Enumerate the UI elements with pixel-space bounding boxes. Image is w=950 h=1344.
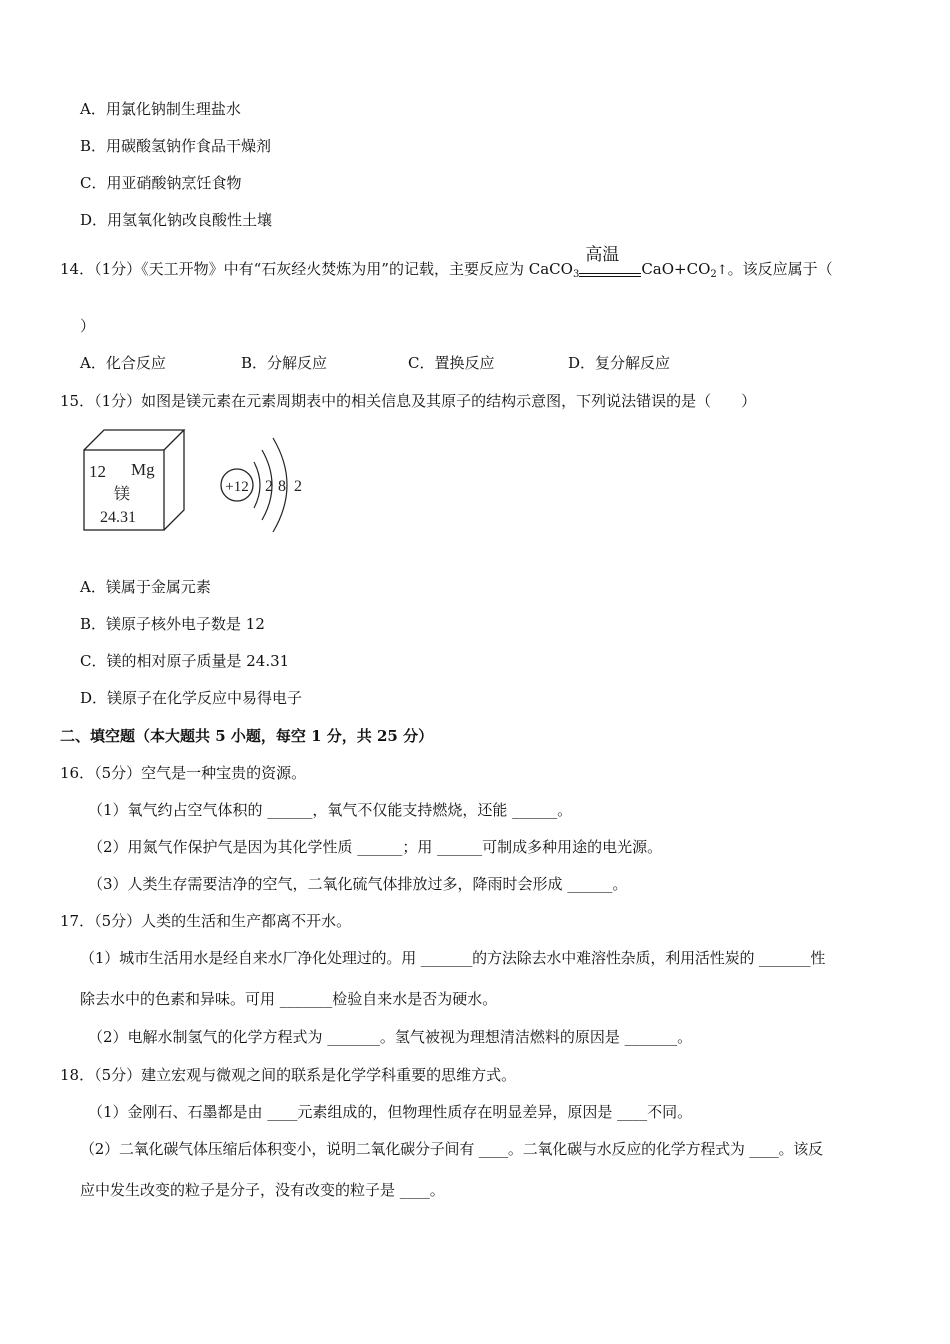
- q14-option-d: D．复分解反应: [568, 354, 671, 372]
- element-symbol: Mg: [131, 460, 155, 479]
- q14-option-a: A．化合反应: [80, 354, 166, 372]
- q17-part-1: （1）城市生活用水是经自来水厂净化处理过的。用 _______的方法除去水中难溶性杂质，利用活性炭的 _______性: [80, 949, 826, 967]
- q15-stem: 15．（1分）如图是镁元素在元素周期表中的相关信息及其原子的结构示意图，下列说法错误的是（ ）: [60, 392, 757, 410]
- q13-option-d: D．用氢氧化钠改良酸性土壤: [80, 211, 273, 229]
- q17-part-1-cont: 除去水中的色素和异味。可用 _______检验自来水是否为硬水。: [80, 990, 498, 1008]
- q17-part-2: （2）电解水制氢气的化学方程式为 _______。氢气被视为理想清洁燃料的原因是 _______。: [88, 1028, 693, 1046]
- q14-stem-prefix: 14．（1分）《天工开物》中有“石灰经火焚炼为用”的记载，主要反应为 CaCO: [60, 260, 573, 278]
- q14-option-b: B．分解反应: [241, 354, 328, 372]
- q14-caco3-subscript: 3: [572, 269, 580, 280]
- q15-option-c: C．镁的相对原子质量是 24.31: [80, 652, 290, 670]
- q13-option-c: C．用亚硝酸钠烹饪食物: [80, 174, 242, 192]
- shell-3-electrons: 2: [294, 478, 302, 495]
- nucleus-charge: +12: [225, 479, 249, 495]
- q13-option-b: B．用碳酸氢钠作食品干燥剂: [80, 137, 272, 155]
- q14-gas-arrow: ↑: [716, 263, 728, 278]
- atomic-mass: 24.31: [100, 509, 136, 526]
- q17-stem: 17．（5分）人类的生活和生产都离不开水。: [60, 912, 352, 930]
- q13-option-a: A．用氯化钠制生理盐水: [80, 100, 241, 118]
- electron-shell-1: [254, 462, 260, 508]
- magnesium-figure: [80, 428, 310, 538]
- q16-part-2: （2）用氮气作保护气是因为其化学性质 ______；用 ______可制成多种用途的电光源。: [88, 838, 663, 856]
- shell-1-electrons: 2: [265, 478, 273, 495]
- q16-part-3: （3）人类生存需要洁净的空气，二氧化硫气体排放过多，降雨时会形成 ______。: [88, 875, 628, 893]
- q14-close-paren: ）: [80, 317, 96, 335]
- q15-option-b: B．镁原子核外电子数是 12: [80, 615, 265, 633]
- shell-2-electrons: 8: [278, 478, 286, 495]
- q16-stem: 16．（5分）空气是一种宝贵的资源。: [60, 764, 307, 782]
- q14-stem-suffix: 。该反应属于（: [727, 260, 833, 278]
- q14-co2-subscript: 2: [710, 269, 717, 280]
- section-heading: 二、填空题（本大题共 5 小题，每空 1 分，共 25 分）: [60, 727, 434, 745]
- atomic-number: 12: [89, 462, 106, 481]
- q14-stem: [60, 245, 833, 285]
- q14-reaction-condition: [579, 245, 641, 285]
- q18-part-2-cont: 应中发生改变的粒子是分子，没有改变的粒子是 ____。: [80, 1181, 445, 1199]
- q15-option-d: D．镁原子在化学反应中易得电子: [80, 689, 303, 707]
- q18-part-1: （1）金刚石、石墨都是由 ____元素组成的，但物理性质存在明显差异，原因是 ____不同。: [88, 1103, 693, 1121]
- element-name: 镁: [114, 486, 131, 503]
- q14-condition-text: 高温: [585, 245, 620, 265]
- q15-option-a: A．镁属于金属元素: [80, 578, 211, 596]
- q14-option-c: C．置换反应: [408, 354, 495, 372]
- q18-stem: 18．（5分）建立宏观与微观之间的联系是化学学科重要的思维方式。: [60, 1066, 517, 1084]
- q18-part-2: （2）二氧化碳气体压缩后体积变小，说明二氧化碳分子间有 ____。二氧化碳与水反应的化学方程式为 ____。该反: [80, 1140, 823, 1158]
- q14-product: CaO+CO: [641, 260, 711, 278]
- q16-part-1: （1）氧气约占空气体积的 ______，氧气不仅能支持燃烧，还能 ______。: [88, 801, 573, 819]
